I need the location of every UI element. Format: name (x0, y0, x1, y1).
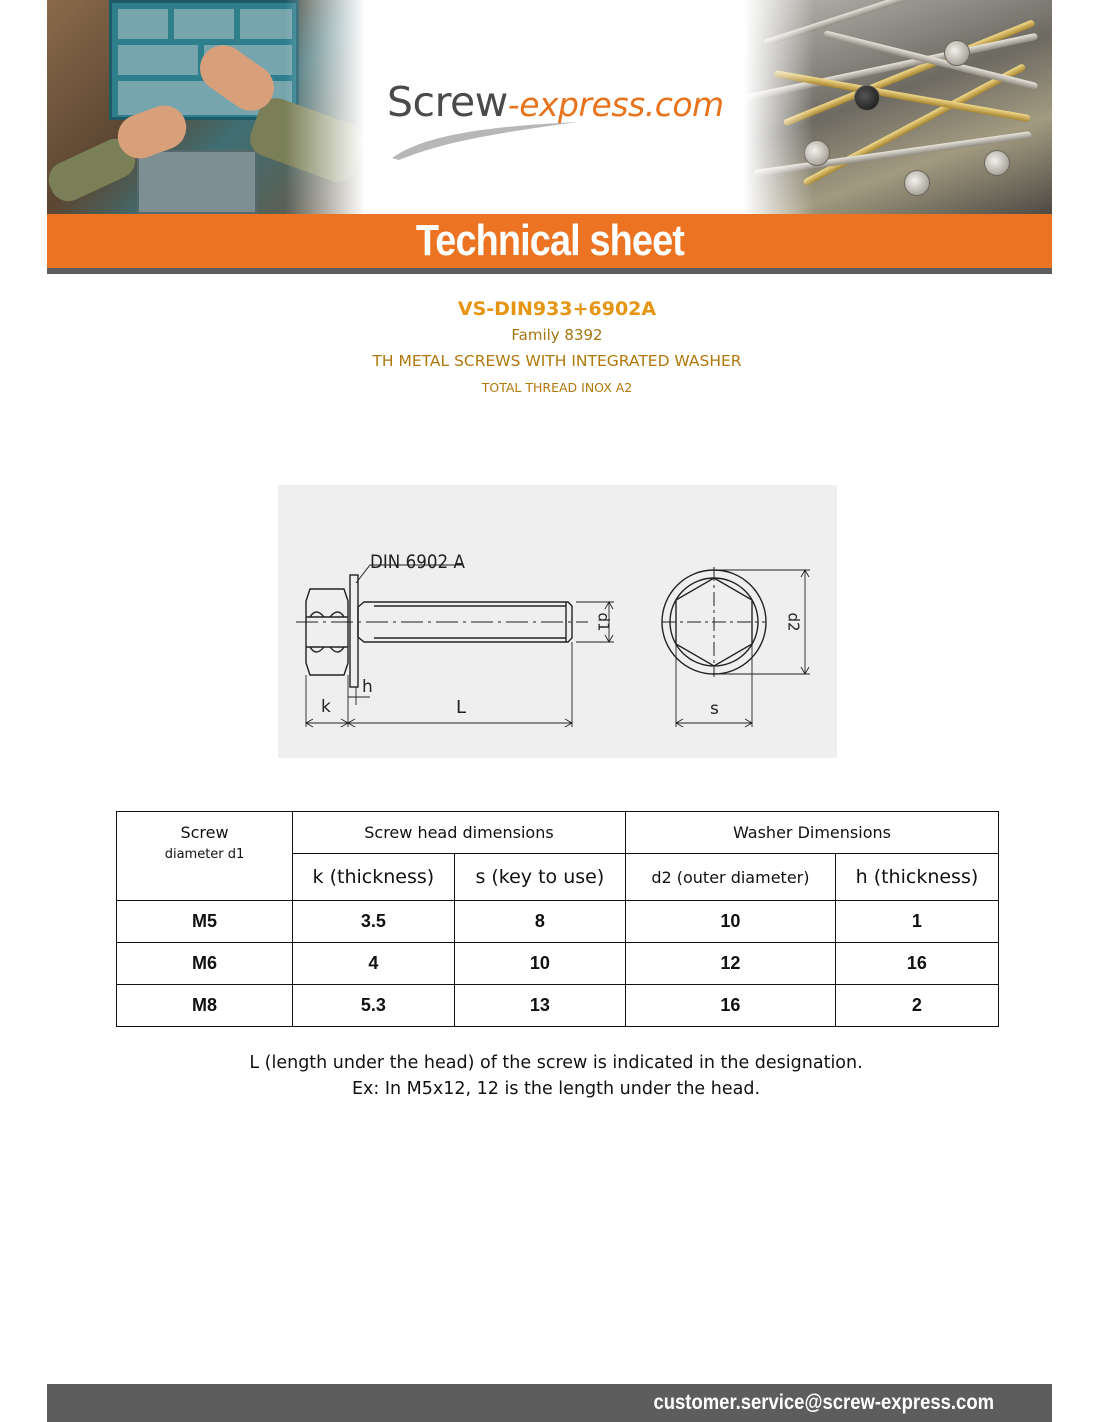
product-reference: VS-DIN933+6902A (457, 298, 657, 320)
table-cell: 12 (625, 943, 835, 985)
technical-drawing (278, 485, 837, 758)
workshop-photo (47, 0, 365, 214)
dimensions-table (116, 811, 999, 1027)
table-cell: 4 (293, 943, 455, 985)
s-label: s (710, 699, 719, 719)
table-cell: M5 (117, 901, 293, 943)
length-note (0, 1050, 1100, 1102)
banner-title: Technical sheet (415, 216, 684, 265)
product-subtitle: TOTAL THREAD INOX A2 (481, 380, 633, 395)
product-family: Family 8392 (511, 326, 603, 344)
note-line-2: Ex: In M5x12, 12 is the length under the head. (351, 1079, 761, 1099)
logo-word-express: -express.com (507, 85, 724, 124)
d2-label: d2 (784, 612, 803, 632)
table-row (117, 901, 999, 943)
table-cell: M6 (117, 943, 293, 985)
group-head-dimensions: Screw head dimensions (293, 812, 626, 854)
header-banner (47, 0, 1052, 214)
d1-label: d1 (594, 612, 613, 632)
screw-subheader: diameter d1 (164, 847, 245, 862)
brand-logo (387, 78, 727, 168)
h-label: h (362, 677, 373, 697)
table-cell: 16 (625, 985, 835, 1027)
table-cell: 10 (454, 943, 625, 985)
washer-side (350, 575, 358, 687)
logo-word-screw: Screw (387, 78, 508, 126)
table-cell: 10 (625, 901, 835, 943)
table-row (117, 943, 999, 985)
table-cell: 5.3 (293, 985, 455, 1027)
screw-tray (137, 150, 257, 214)
table-cell: 8 (454, 901, 625, 943)
column-header: d2 (outer diameter) (625, 854, 835, 901)
table-cell: 1 (835, 901, 998, 943)
product-titles (0, 296, 1100, 402)
k-label: k (321, 697, 331, 717)
din-standard-label: DIN 6902 A (370, 551, 465, 573)
banner-divider (47, 268, 1052, 274)
table-cell: 2 (835, 985, 998, 1027)
logo-swoosh (387, 118, 587, 162)
table-cell: 16 (835, 943, 998, 985)
group-washer-dimensions: Washer Dimensions (625, 812, 998, 854)
column-header: s (key to use) (454, 854, 625, 901)
length-label: L (456, 697, 467, 718)
screw-header: Screw (180, 823, 229, 842)
table-cell: M8 (117, 985, 293, 1027)
column-header: k (thickness) (293, 854, 455, 901)
contact-email[interactable]: customer.service@screw-express.com (653, 1391, 994, 1414)
product-name: TH METAL SCREWS WITH INTEGRATED WASHER (372, 352, 742, 370)
screws-photo (744, 0, 1052, 214)
screw-drawing (278, 485, 837, 758)
screw-head-side (306, 589, 348, 675)
table-cell: 13 (454, 985, 625, 1027)
note-line-1: L (length under the head) of the screw is indicated in the designation. (249, 1053, 863, 1073)
footer-bar (47, 1384, 1052, 1422)
table-cell: 3.5 (293, 901, 455, 943)
column-header: h (thickness) (835, 854, 998, 901)
screw-header-cell (117, 812, 293, 901)
banner-title-bar (47, 214, 1052, 268)
table-row (117, 985, 999, 1027)
